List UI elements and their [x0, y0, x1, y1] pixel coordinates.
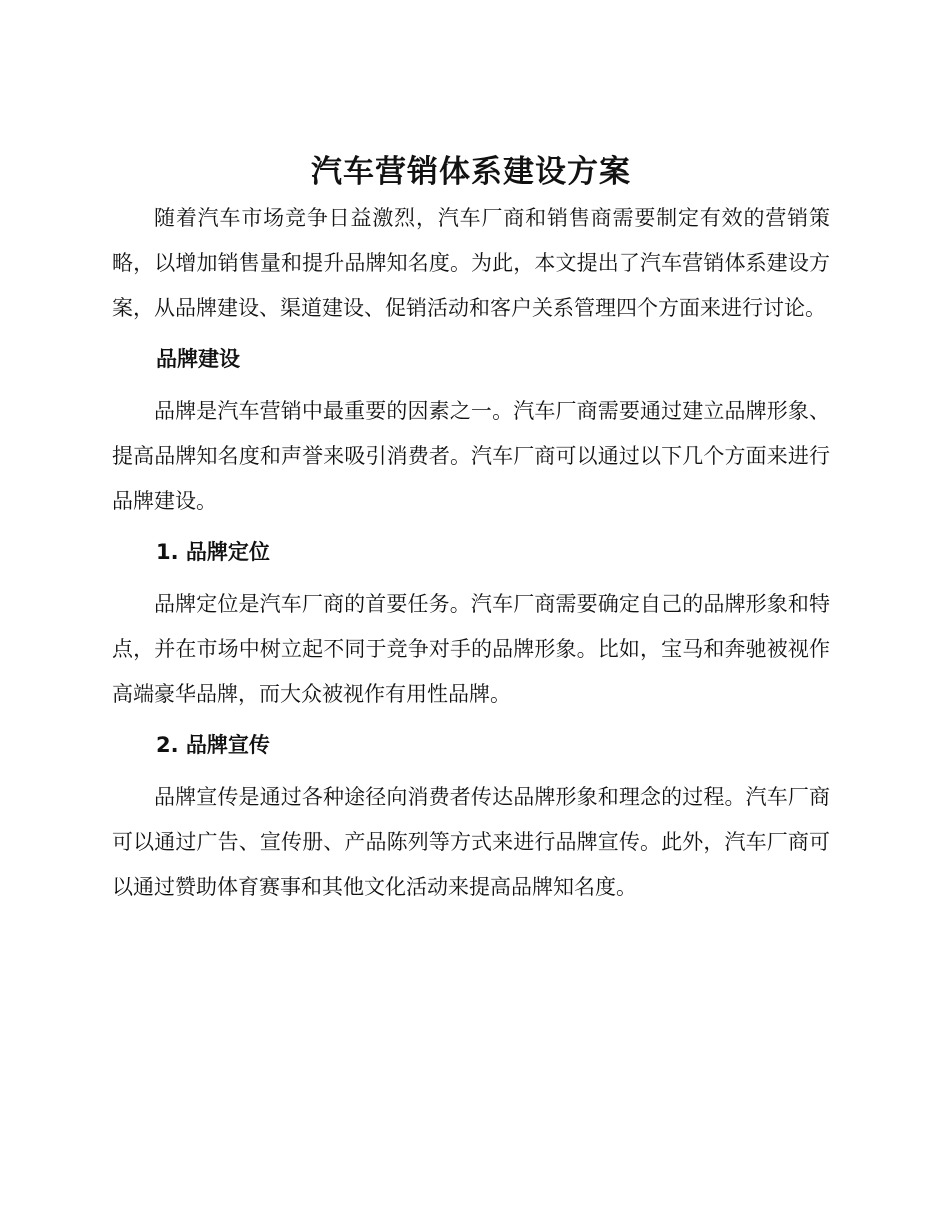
document-title: 汽车营销体系建设方案: [311, 154, 631, 190]
section-paragraph-brand-promotion: 品牌宣传是通过各种途径向消费者传达品牌形象和理念的过程。汽车厂商可以通过广告、宣传册、产品陈列等方式来进行品牌宣传。此外，汽车厂商可以通过赞助体育赛事和其他文化活动来提高品牌知名度。: [112, 785, 830, 899]
document-content: [112, 148, 830, 910]
section-paragraph-brand-building: 品牌是汽车营销中最重要的因素之一。汽车厂商需要通过建立品牌形象、提高品牌知名度和声誉来吸引消费者。汽车厂商可以通过以下几个方面来进行品牌建设。: [112, 399, 830, 513]
intro-paragraph: 随着汽车市场竞争日益激烈，汽车厂商和销售商需要制定有效的营销策略，以增加销售量和提升品牌知名度。为此，本文提出了汽车营销体系建设方案，从品牌建设、渠道建设、促销活动和客户关系管理四个方面来进行讨论。: [112, 206, 830, 320]
section-heading-brand-positioning: 1. 品牌定位: [156, 540, 270, 564]
section-heading-brand-building: 品牌建设: [156, 347, 240, 371]
section-heading-brand-promotion: 2. 品牌宣传: [156, 733, 270, 757]
section-paragraph-brand-positioning: 品牌定位是汽车厂商的首要任务。汽车厂商需要确定自己的品牌形象和特点，并在市场中树立起不同于竞争对手的品牌形象。比如，宝马和奔驰被视作高端豪华品牌，而大众被视作有用性品牌。: [112, 592, 830, 706]
